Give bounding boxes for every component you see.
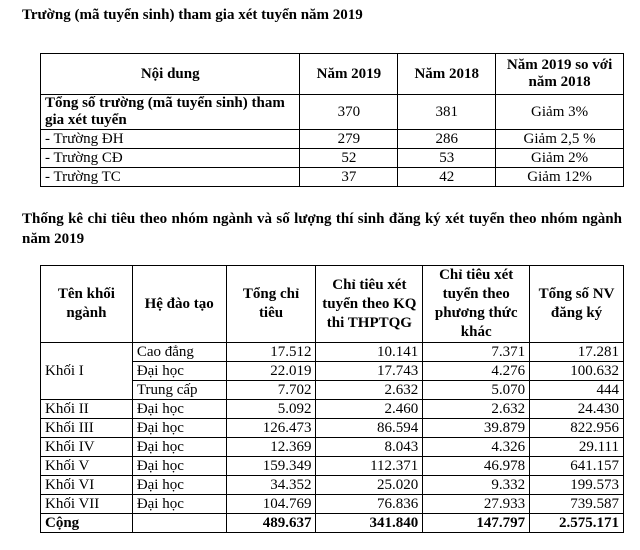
table-row bbox=[41, 343, 624, 362]
table-row bbox=[41, 457, 624, 476]
cell-2019: 370 bbox=[300, 95, 398, 130]
table-row bbox=[41, 168, 624, 187]
training-level: Đại học bbox=[132, 476, 226, 495]
header-cell: Tổng số NV đăng ký bbox=[530, 266, 624, 343]
cell-total-quota: 22.019 bbox=[226, 362, 316, 381]
training-level: Đại học bbox=[132, 419, 226, 438]
cell-exam-quota: 2.632 bbox=[316, 381, 423, 400]
training-level: Đại học bbox=[132, 495, 226, 514]
cell-2019: 37 bbox=[300, 168, 398, 187]
table-row bbox=[41, 476, 624, 495]
row-label: - Trường TC bbox=[41, 168, 300, 187]
header-cell: Chỉ tiêu xét tuyển theo KQ thi THPTQG bbox=[316, 266, 423, 343]
schools-table bbox=[40, 53, 624, 187]
total-other-quota: 147.797 bbox=[423, 514, 530, 533]
training-level: Đại học bbox=[132, 438, 226, 457]
header-cell: Hệ đào tạo bbox=[132, 266, 226, 343]
cell-exam-quota: 76.836 bbox=[316, 495, 423, 514]
section-title-quota: Thống kê chỉ tiêu theo nhóm ngành và số lượng thí sinh đăng ký xét tuyển theo nhóm ngành năm 2019 bbox=[22, 211, 622, 247]
cell-other-quota: 4.276 bbox=[423, 362, 530, 381]
header-cell: Năm 2019 bbox=[300, 54, 398, 95]
cell-applications: 199.573 bbox=[530, 476, 624, 495]
section-title-schools: Trường (mã tuyển sinh) tham gia xét tuyển năm 2019 bbox=[22, 7, 363, 23]
cell-other-quota: 46.978 bbox=[423, 457, 530, 476]
cell-other-quota: 5.070 bbox=[423, 381, 530, 400]
group-label: Khối VI bbox=[41, 476, 133, 495]
total-applications: 2.575.171 bbox=[530, 514, 624, 533]
cell-applications: 444 bbox=[530, 381, 624, 400]
cell-applications: 822.956 bbox=[530, 419, 624, 438]
row-label: - Trường ĐH bbox=[41, 130, 300, 149]
table-row bbox=[41, 419, 624, 438]
row-label: - Trường CĐ bbox=[41, 149, 300, 168]
cell-applications: 100.632 bbox=[530, 362, 624, 381]
training-level: Đại học bbox=[132, 362, 226, 381]
cell-total-quota: 7.702 bbox=[226, 381, 316, 400]
table-row bbox=[41, 149, 624, 168]
cell-compare: Giảm 12% bbox=[496, 168, 624, 187]
training-level: Cao đẳng bbox=[132, 343, 226, 362]
cell-total-quota: 12.369 bbox=[226, 438, 316, 457]
header-cell: Nội dung bbox=[41, 54, 300, 95]
cell-exam-quota: 17.743 bbox=[316, 362, 423, 381]
cell-other-quota: 27.933 bbox=[423, 495, 530, 514]
group-label: Khối II bbox=[41, 400, 133, 419]
table-row bbox=[41, 400, 624, 419]
header-cell: Chỉ tiêu xét tuyển theo phương thức khác bbox=[423, 266, 530, 343]
header-cell: Năm 2019 so với năm 2018 bbox=[496, 54, 624, 95]
quota-table bbox=[40, 265, 624, 533]
cell-exam-quota: 10.141 bbox=[316, 343, 423, 362]
cell-total-quota: 159.349 bbox=[226, 457, 316, 476]
table-row bbox=[41, 495, 624, 514]
cell-other-quota: 4.326 bbox=[423, 438, 530, 457]
cell-other-quota: 7.371 bbox=[423, 343, 530, 362]
total-exam-quota: 341.840 bbox=[316, 514, 423, 533]
header-cell: Tổng chỉ tiêu bbox=[226, 266, 316, 343]
cell-total-quota: 104.769 bbox=[226, 495, 316, 514]
cell-total-quota: 34.352 bbox=[226, 476, 316, 495]
header-cell: Tên khối ngành bbox=[41, 266, 133, 343]
table-header-row bbox=[41, 54, 624, 95]
table-row bbox=[41, 438, 624, 457]
cell-exam-quota: 2.460 bbox=[316, 400, 423, 419]
cell-2018: 53 bbox=[398, 149, 496, 168]
cell-compare: Giảm 3% bbox=[496, 95, 624, 130]
cell-exam-quota: 25.020 bbox=[316, 476, 423, 495]
table-row bbox=[41, 95, 624, 130]
cell-compare: Giảm 2,5 % bbox=[496, 130, 624, 149]
cell-2018: 286 bbox=[398, 130, 496, 149]
training-level: Đại học bbox=[132, 457, 226, 476]
total-label: Cộng bbox=[41, 514, 133, 533]
group-label: Khối IV bbox=[41, 438, 133, 457]
group-label: Khối VII bbox=[41, 495, 133, 514]
cell-exam-quota: 112.371 bbox=[316, 457, 423, 476]
cell-applications: 17.281 bbox=[530, 343, 624, 362]
cell-exam-quota: 8.043 bbox=[316, 438, 423, 457]
cell-other-quota: 9.332 bbox=[423, 476, 530, 495]
cell-applications: 641.157 bbox=[530, 457, 624, 476]
group-label: Khối V bbox=[41, 457, 133, 476]
group-label: Khối I bbox=[41, 343, 133, 400]
cell-applications: 29.111 bbox=[530, 438, 624, 457]
group-label: Khối III bbox=[41, 419, 133, 438]
cell-applications: 739.587 bbox=[530, 495, 624, 514]
total-quota: 489.637 bbox=[226, 514, 316, 533]
training-level: Trung cấp bbox=[132, 381, 226, 400]
cell-2018: 42 bbox=[398, 168, 496, 187]
cell-total-quota: 17.512 bbox=[226, 343, 316, 362]
cell-2019: 52 bbox=[300, 149, 398, 168]
cell-other-quota: 39.879 bbox=[423, 419, 530, 438]
cell-2019: 279 bbox=[300, 130, 398, 149]
total-empty bbox=[132, 514, 226, 533]
row-label: Tổng số trường (mã tuyển sinh) tham gia xét tuyển bbox=[41, 95, 300, 130]
cell-total-quota: 126.473 bbox=[226, 419, 316, 438]
table-header-row bbox=[41, 266, 624, 343]
cell-exam-quota: 86.594 bbox=[316, 419, 423, 438]
table-row bbox=[41, 130, 624, 149]
header-cell: Năm 2018 bbox=[398, 54, 496, 95]
cell-total-quota: 5.092 bbox=[226, 400, 316, 419]
cell-2018: 381 bbox=[398, 95, 496, 130]
total-row bbox=[41, 514, 624, 533]
cell-other-quota: 2.632 bbox=[423, 400, 530, 419]
cell-applications: 24.430 bbox=[530, 400, 624, 419]
cell-compare: Giảm 2% bbox=[496, 149, 624, 168]
training-level: Đại học bbox=[132, 400, 226, 419]
